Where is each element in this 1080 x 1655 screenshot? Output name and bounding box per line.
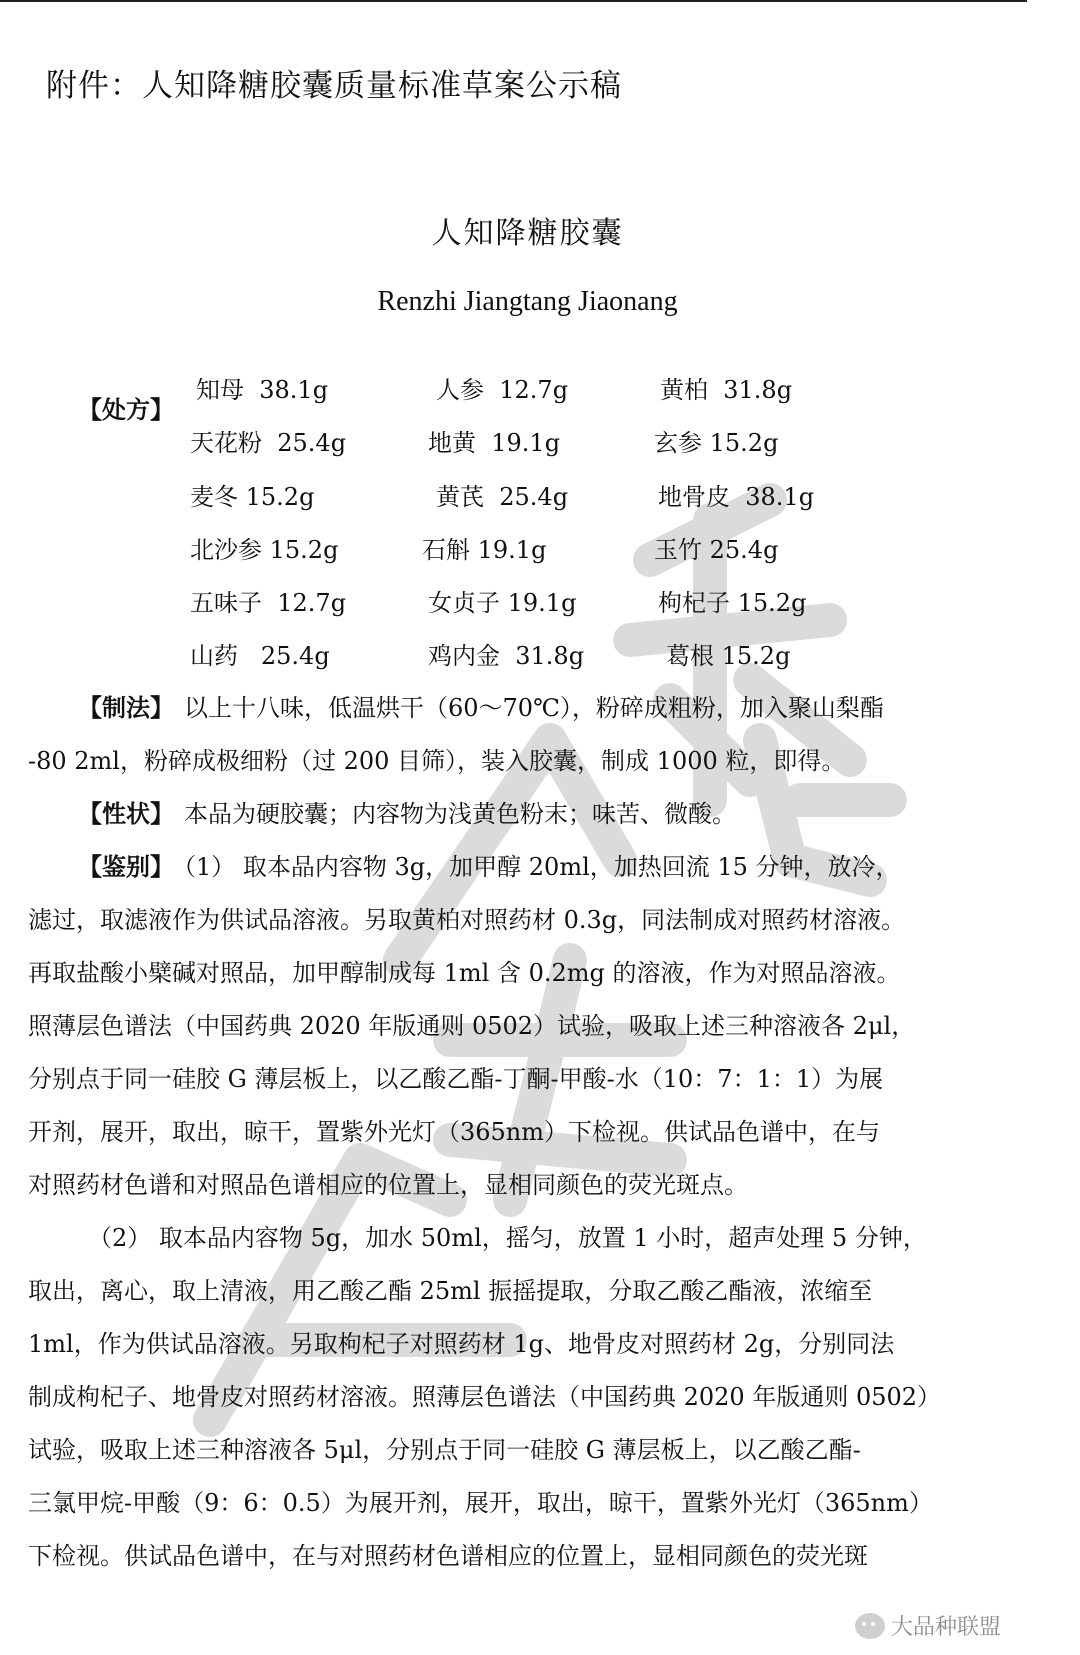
identification-line: 开剂，展开，取出，晾干，置紫外光灯（365nm）下检视。供试品色谱中，在与 [28,1118,881,1146]
ingredient: 人参 12.7g [436,376,569,404]
ingredient: 黄芪 25.4g [436,483,569,511]
identification-line: 滤过，取滤液作为供试品溶液。另取黄柏对照药材 0.3g，同法制成对照药材溶液。 [28,906,906,934]
ingredient: 五味子 12.7g [190,589,347,617]
ingredient: 麦冬 15.2g [190,483,315,511]
identification-line: 【鉴别】 （1） 取本品内容物 3g，加甲醇 20ml，加热回流 15 分钟，放冷， [78,853,900,881]
identification-line: 再取盐酸小檗碱对照品，加甲醇制成每 1ml 含 0.2mg 的溶液，作为对照品溶液。 [28,959,901,987]
method-line: -80 2ml，粉碎成极细粉（过 200 目筛），装入胶囊，制成 1000 粒，即得。 [28,747,846,775]
ingredient: 女贞子 19.1g [428,589,577,617]
prescription-label: 【处方】 [78,396,174,424]
identification-line: 取出，离心，取上清液，用乙酸乙酯 25ml 振摇提取，分取乙酸乙酯液，浓缩至 [28,1277,873,1305]
identification-line: 1ml，作为供试品溶液。另取枸杞子对照药材 1g、地骨皮对照药材 2g，分别同法 [28,1330,895,1358]
ingredient: 知母 38.1g [196,376,329,404]
identification-label: 【鉴别】 [78,853,174,881]
identification-line: （2） 取本品内容物 5g，加水 50ml，摇匀，放置 1 小时，超声处理 5 分钟， [88,1224,927,1252]
ingredient: 地骨皮 38.1g [658,483,815,511]
identification-line: 下检视。供试品色谱中，在与对照药材色谱相应的位置上，显相同颜色的荧光斑 [28,1542,868,1570]
ingredient: 鸡内金 31.8g [428,642,585,670]
document-title: 人知降糖胶囊 [431,216,624,251]
character-line: 【性状】 本品为硬胶囊；内容物为浅黄色粉末；味苦、微酸。 [78,800,736,828]
character-label: 【性状】 [78,800,174,828]
ingredient: 北沙参 15.2g [190,536,339,564]
ingredient: 山药 25.4g [190,642,330,670]
document-title-english: Renzhi Jiangtang Jiaonang [377,286,678,317]
ingredient: 地黄 19.1g [428,429,561,457]
top-rule [0,0,1027,2]
identification-line: 对照药材色谱和对照品色谱相应的位置上，显相同颜色的荧光斑点。 [28,1171,748,1199]
method-line: 【制法】 以上十八味，低温烘干（60～70℃），粉碎成粗粉，加入聚山梨酯 [78,694,884,722]
ingredient: 玄参 15.2g [654,429,779,457]
ingredient: 玉竹 25.4g [654,536,779,564]
wechat-icon [855,1613,885,1639]
ingredient: 枸杞子 15.2g [658,589,807,617]
ingredient: 石斛 19.1g [422,536,547,564]
identification-line: 三氯甲烷-甲酸（9：6：0.5）为展开剂，展开，取出，晾干，置紫外光灯（365nm） [28,1489,933,1517]
identification-line: 分别点于同一硅胶 G 薄层板上，以乙酸乙酯-丁酮-甲酸-水（10：7：1：1）为展 [28,1065,884,1093]
source-logo [855,1610,1001,1641]
logo-text: 大品种联盟 [891,1615,1002,1640]
ingredient: 黄柏 31.8g [660,376,793,404]
method-label: 【制法】 [78,694,174,722]
attachment-heading: 附件：人知降糖胶囊质量标准草案公示稿 [46,68,622,104]
identification-line: 制成枸杞子、地骨皮对照药材溶液。照薄层色谱法（中国药典 2020 年版通则 0502） [28,1383,942,1411]
ingredient: 天花粉 25.4g [190,429,347,457]
identification-line: 试验，吸取上述三种溶液各 5μl，分别点于同一硅胶 G 薄层板上，以乙酸乙酯- [28,1436,861,1464]
ingredient: 葛根 15.2g [666,642,791,670]
identification-line: 照薄层色谱法（中国药典 2020 年版通则 0502）试验，吸取上述三种溶液各 2μl， [28,1012,916,1040]
